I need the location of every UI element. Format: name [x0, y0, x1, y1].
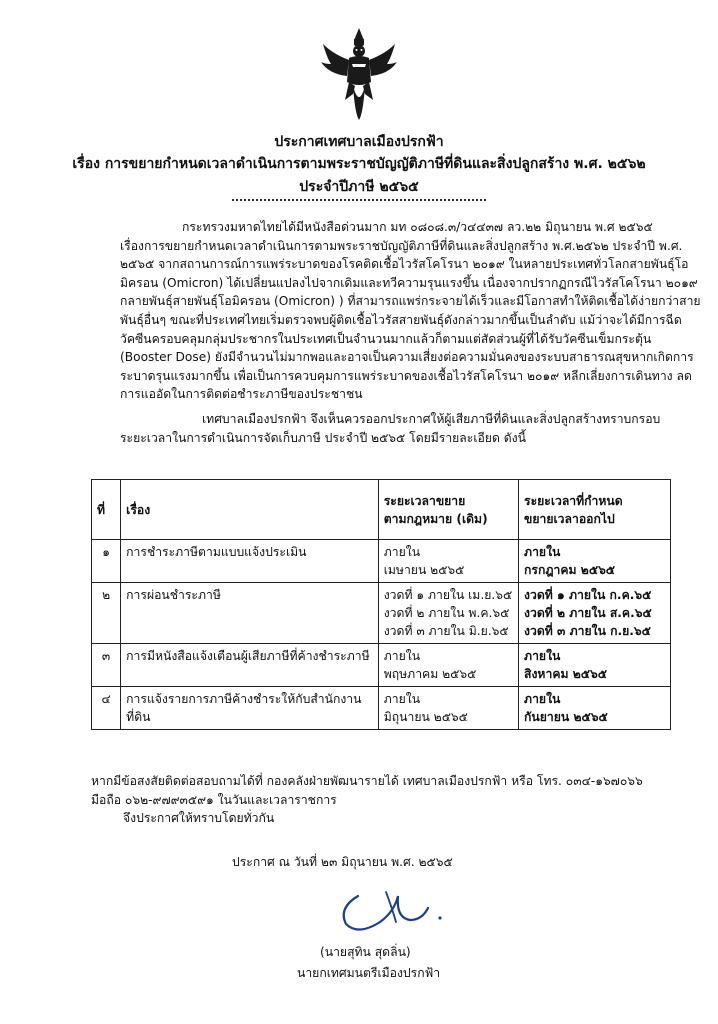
dotted-divider — [232, 199, 486, 201]
row-original-period — [378, 687, 518, 730]
period-line: ภายใน — [383, 649, 421, 663]
period-line: งวดที่ ๒ ภายใน ส.ค.๖๕ — [524, 606, 652, 620]
body-line: ระบาดรุนแรงมากขึ้น เพื่อเป็นการควบคุมการแพร่ระบาดของเชื้อไวรัสโคโรนา ๒๐๑๙ หลีกเลี่ยงการเดินทาง ลด — [120, 368, 692, 383]
body-line: มิครอน (Omicron) ได้เปลี่ยนแปลงไปจากเดิมและทวีความรุนแรงขึ้น เนื่องจากปรากฏกรณีไวรัสโคโรนา ๒๐๑๙ — [120, 275, 698, 290]
row-no: ๒ — [92, 583, 121, 644]
period-line: งวดที่ ๑ ภายใน ก.ค.๖๕ — [524, 588, 652, 602]
handwritten-signature-icon — [336, 878, 446, 938]
row-original-period — [378, 644, 518, 687]
body-line: พันธุ์อื่นๆ ขณะที่ประเทศไทยเริ่มตรวจพบผู้ติดเชื้อไวรัสสายพันธุ์ดังกล่าวมากขึ้นเป็นลำดับ แม้ว่าจะได้มีการฉีด — [120, 312, 682, 327]
table-row — [92, 687, 671, 730]
period-line: งวดที่ ๒ ภายใน พ.ค.๖๕ — [383, 606, 510, 620]
announcement-paragraph — [120, 218, 701, 404]
table-row — [92, 644, 671, 687]
schedule-intro-paragraph — [120, 410, 680, 447]
announcement-date: ประกาศ ณ วันที่ ๒๓ มิถุนายน พ.ศ. ๒๕๖๕ — [232, 855, 453, 869]
contact-line: มือถือ ๐๖๒-๙๗๙๓๕๙๑ ในวันและเวลาราชการ — [91, 792, 337, 807]
period-line: งวดที่ ๓ ภายใน มิ.ย.๖๕ — [383, 624, 509, 638]
row-no: ๔ — [92, 687, 121, 730]
period-line: ภายใน — [524, 545, 561, 559]
header-extended-line1: ระยะเวลาที่กำหนด — [524, 493, 623, 508]
body-line: กลายพันธุ์สายพันธุ์โอมิครอน (Omicron) ) ที่สามารถแพร่กระจายได้เร็วและมีโอกาสทำให้ติดเชื้อได้ง่ายกว่าสาย — [120, 294, 701, 309]
document-title: ประกาศเทศบาลเมืองปรกฟ้า — [274, 134, 444, 150]
row-no: ๓ — [92, 644, 121, 687]
row-subject: การผ่อนชำระภาษี — [121, 583, 379, 644]
period-line: ภายใน — [383, 692, 421, 706]
row-subject: การชำระภาษีตามแบบแจ้งประเมิน — [121, 540, 379, 583]
body-line: กระทรวงมหาดไทยได้มีหนังสือด่วนมาก มท ๐๘๐๘.๓/ว๔๔๓๗ ลว.๒๒ มิถุนายน พ.ศ ๒๕๖๕ — [182, 220, 653, 234]
announcement-closing: จึงประกาศให้ทราบโดยทั่วกัน — [123, 811, 275, 826]
row-original-period — [378, 540, 518, 583]
row-subject: การมีหนังสือแจ้งเตือนผู้เสียภาษีที่ค้างชำระภาษี — [121, 644, 379, 687]
row-extended-period — [519, 583, 671, 644]
tax-year: ประจำปีภาษี ๒๕๖๕ — [299, 179, 419, 195]
period-line: สิงหาคม ๒๕๖๕ — [524, 667, 607, 681]
header-original-period — [378, 480, 518, 540]
row-original-period — [378, 583, 518, 644]
table-row — [92, 540, 671, 583]
header-extended-line2: ขยายเวลาออกไป — [524, 511, 615, 526]
document-subject: เรื่อง การขยายกำหนดเวลาดำเนินการตามพระราชบัญญัติภาษีที่ดินและสิ่งปลูกสร้าง พ.ศ. ๒๕๖๒ — [72, 156, 646, 172]
table-header-row — [92, 480, 671, 540]
header-original-line2: ตามกฎหมาย (เดิม) — [383, 511, 488, 526]
header-original-line1: ระยะเวลาขยาย — [383, 493, 466, 508]
body-line: ๒๕๖๕ จากสถานการณ์การแพร่ระบาดของโรคติดเชื้อไวรัสโคโรนา ๒๐๑๙ ในหลายประเทศทั่วโลกสายพันธุ์โอ — [120, 257, 689, 272]
contact-line: หากมีข้อสงสัยติดต่อสอบถามได้ที่ กองคลังฝ่ายพัฒนารายได้ เทศบาลเมืองปรกฟ้า หรือ โทร. ๐๓๔-๑๖๗๐๖๖ — [91, 774, 643, 788]
body-line: ระยะเวลาในการดำเนินการจัดเก็บภาษี ประจำปี ๒๕๖๕ โดยมีรายละเอียด ดังนี้ — [120, 430, 526, 445]
row-subject: การแจ้งรายการภาษีค้างชำระให้กับสำนักงานที่ดิน — [121, 687, 379, 730]
body-line: วัคซีนครอบคลุมกลุ่มประชากรในประเทศเป็นจำนวนมากแล้วก็ตามแต่สัดส่วนผู้ที่ได้รับวัคซีนเข็มกระตุ้น — [120, 331, 652, 346]
signer-name: (นายสุทิน สุดลิ่น) — [320, 945, 411, 959]
row-extended-period — [519, 540, 671, 583]
body-line: เทศบาลเมืองปรกฟ้า จึงเห็นควรออกประกาศให้ผู้เสียภาษีที่ดินและสิ่งปลูกสร้างทราบกรอบ — [202, 412, 661, 426]
garuda-emblem-icon — [319, 24, 399, 124]
row-extended-period — [519, 687, 671, 730]
body-line: (Booster Dose) ยังมีจำนวนไม่มากพอและอาจเป็นความเสี่ยงต่อความมั่นคงของระบบสาธารณสุขหากเกิดการ — [120, 350, 694, 365]
table-row — [92, 583, 671, 644]
tax-schedule-table — [91, 479, 671, 730]
period-line: มิถุนายน ๒๕๖๕ — [383, 710, 468, 724]
period-line: ภายใน — [524, 692, 561, 706]
period-line: งวดที่ ๑ ภายใน เม.ย.๖๕ — [383, 588, 513, 602]
period-line: เมษายน ๒๕๖๕ — [383, 563, 465, 577]
header-no: ที่ — [92, 480, 121, 540]
header-subject: เรื่อง — [121, 480, 379, 540]
header-extended-period — [519, 480, 671, 540]
row-no: ๑ — [92, 540, 121, 583]
row-extended-period — [519, 644, 671, 687]
period-line: กรกฎาคม ๒๕๖๕ — [524, 563, 616, 577]
body-line: เรื่องการขยายกำหนดเวลาดำเนินการตามพระราชบัญญัติภาษีที่ดินและสิ่งปลูกสร้าง พ.ศ.๒๕๖๒ ประจำปี พ.ศ. — [120, 238, 683, 253]
signer-title: นายกเทศมนตรีเมืองปรกฟ้า — [297, 966, 441, 980]
period-line: กันยายน ๒๕๖๕ — [524, 710, 608, 724]
period-line: งวดที่ ๓ ภายใน ก.ย.๖๕ — [524, 624, 651, 638]
contact-info — [91, 772, 691, 828]
body-line: การแออัดในการติดต่อชำระภาษีของประชาชน — [120, 387, 363, 402]
period-line: ภายใน — [524, 649, 561, 663]
period-line: พฤษภาคม ๒๕๖๕ — [383, 667, 477, 681]
period-line: ภายใน — [383, 545, 421, 559]
